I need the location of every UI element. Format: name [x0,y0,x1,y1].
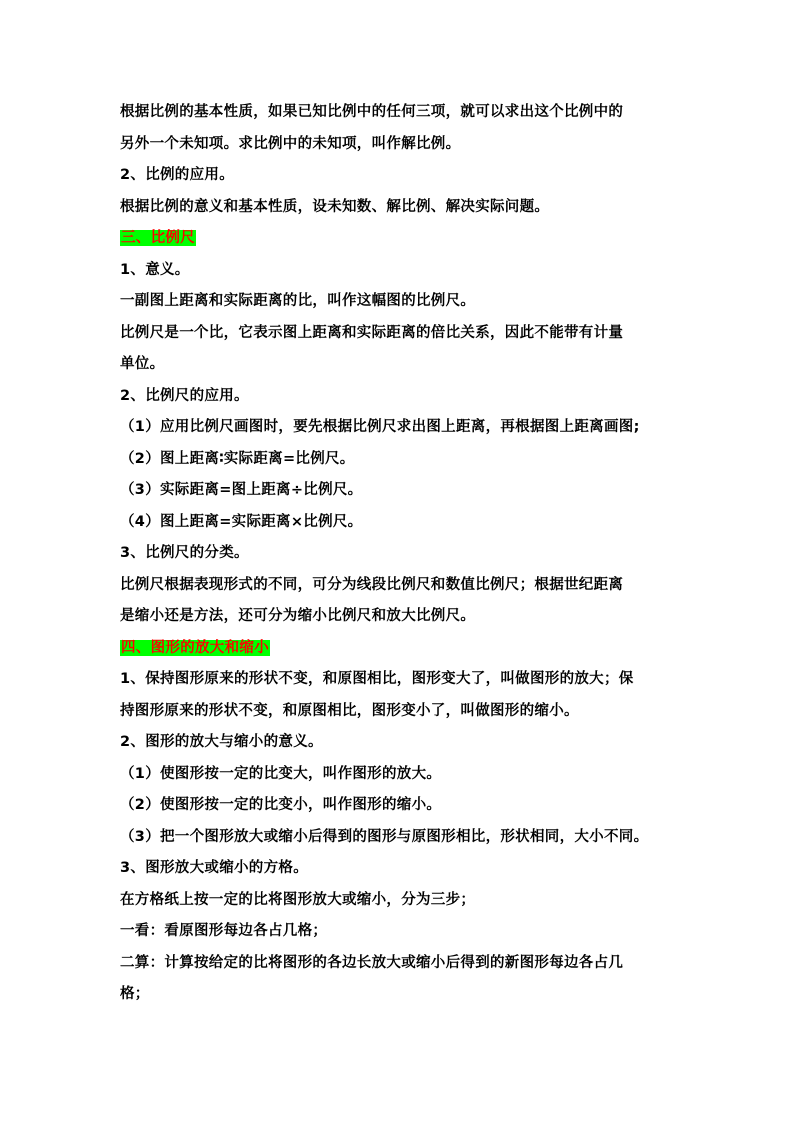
text-line: （2）图上距离∶实际距离=比例尺。 [120,450,355,467]
text-line: 根据比例的意义和基本性质，设未知数、解比例、解决实际问题。 [120,198,550,215]
text-line: （4）图上距离=实际距离×比例尺。 [120,513,363,530]
text-line: 比例尺是一个比，它表示图上距离和实际距离的倍比关系，因此不能带有计量 [120,324,624,341]
text-line: 3、比例尺的分类。 [120,545,249,561]
text-line: 比例尺根据表现形式的不同，可分为线段比例尺和数值比例尺；根据世纪距离 [120,576,624,593]
section-heading [120,633,680,665]
text-line: 1、保持图形原来的形状不变，和原图相比，图形变大了，叫做图形的放大；保 [120,671,634,687]
text-line: （2）使图形按一定的比变小，叫作图形的缩小。 [120,797,442,813]
document-body [120,97,680,1011]
text-line: 是缩小还是方法，还可分为缩小比例尺和放大比例尺。 [120,608,476,624]
section-heading-text: 三、比例尺 [121,230,195,246]
text-line: （1）应用比例尺画图时，要先根据比例尺求出图上距离，再根据图上距离画图; [120,419,640,435]
text-line: （3）把一个图形放大或缩小后得到的图形与原图形相比，形状相同，大小不同。 [120,828,649,845]
text-line: 一副图上距离和实际距离的比，叫作这幅图的比例尺。 [120,293,476,309]
section-heading [120,223,680,255]
text-line: （1）使图形按一定的比变大，叫作图形的放大。 [120,765,442,782]
text-line: 持图形原来的形状不变，和原图相比，图形变小了，叫做图形的缩小。 [120,702,579,719]
text-line: 二算：计算按给定的比将图形的各边长放大或缩小后得到的新图形每边各占几 [120,954,624,971]
text-line: 在方格纸上按一定的比将图形放大或缩小，分为三步； [120,891,476,908]
text-line: 2、比例的应用。 [120,167,234,183]
text-line: （3）实际距离=图上距离÷比例尺。 [120,482,363,498]
text-line: 单位。 [120,356,165,372]
text-line: 一看：看原图形每边各占几格； [120,923,328,939]
text-line: 1、意义。 [120,261,190,278]
section-heading-text: 四、图形的放大和缩小 [121,639,269,656]
text-line: 根据比例的基本性质，如果已知比例中的任何三项，就可以求出这个比例中的 [120,104,624,120]
text-line: 另外一个未知项。求比例中的未知项，叫作解比例。 [120,135,461,152]
text-line: 格； [120,986,150,1002]
text-line: 2、图形的放大与缩小的意义。 [120,734,323,750]
text-line: 3、图形放大或缩小的方格。 [120,860,308,876]
text-line: 2、比例尺的应用。 [120,387,249,404]
